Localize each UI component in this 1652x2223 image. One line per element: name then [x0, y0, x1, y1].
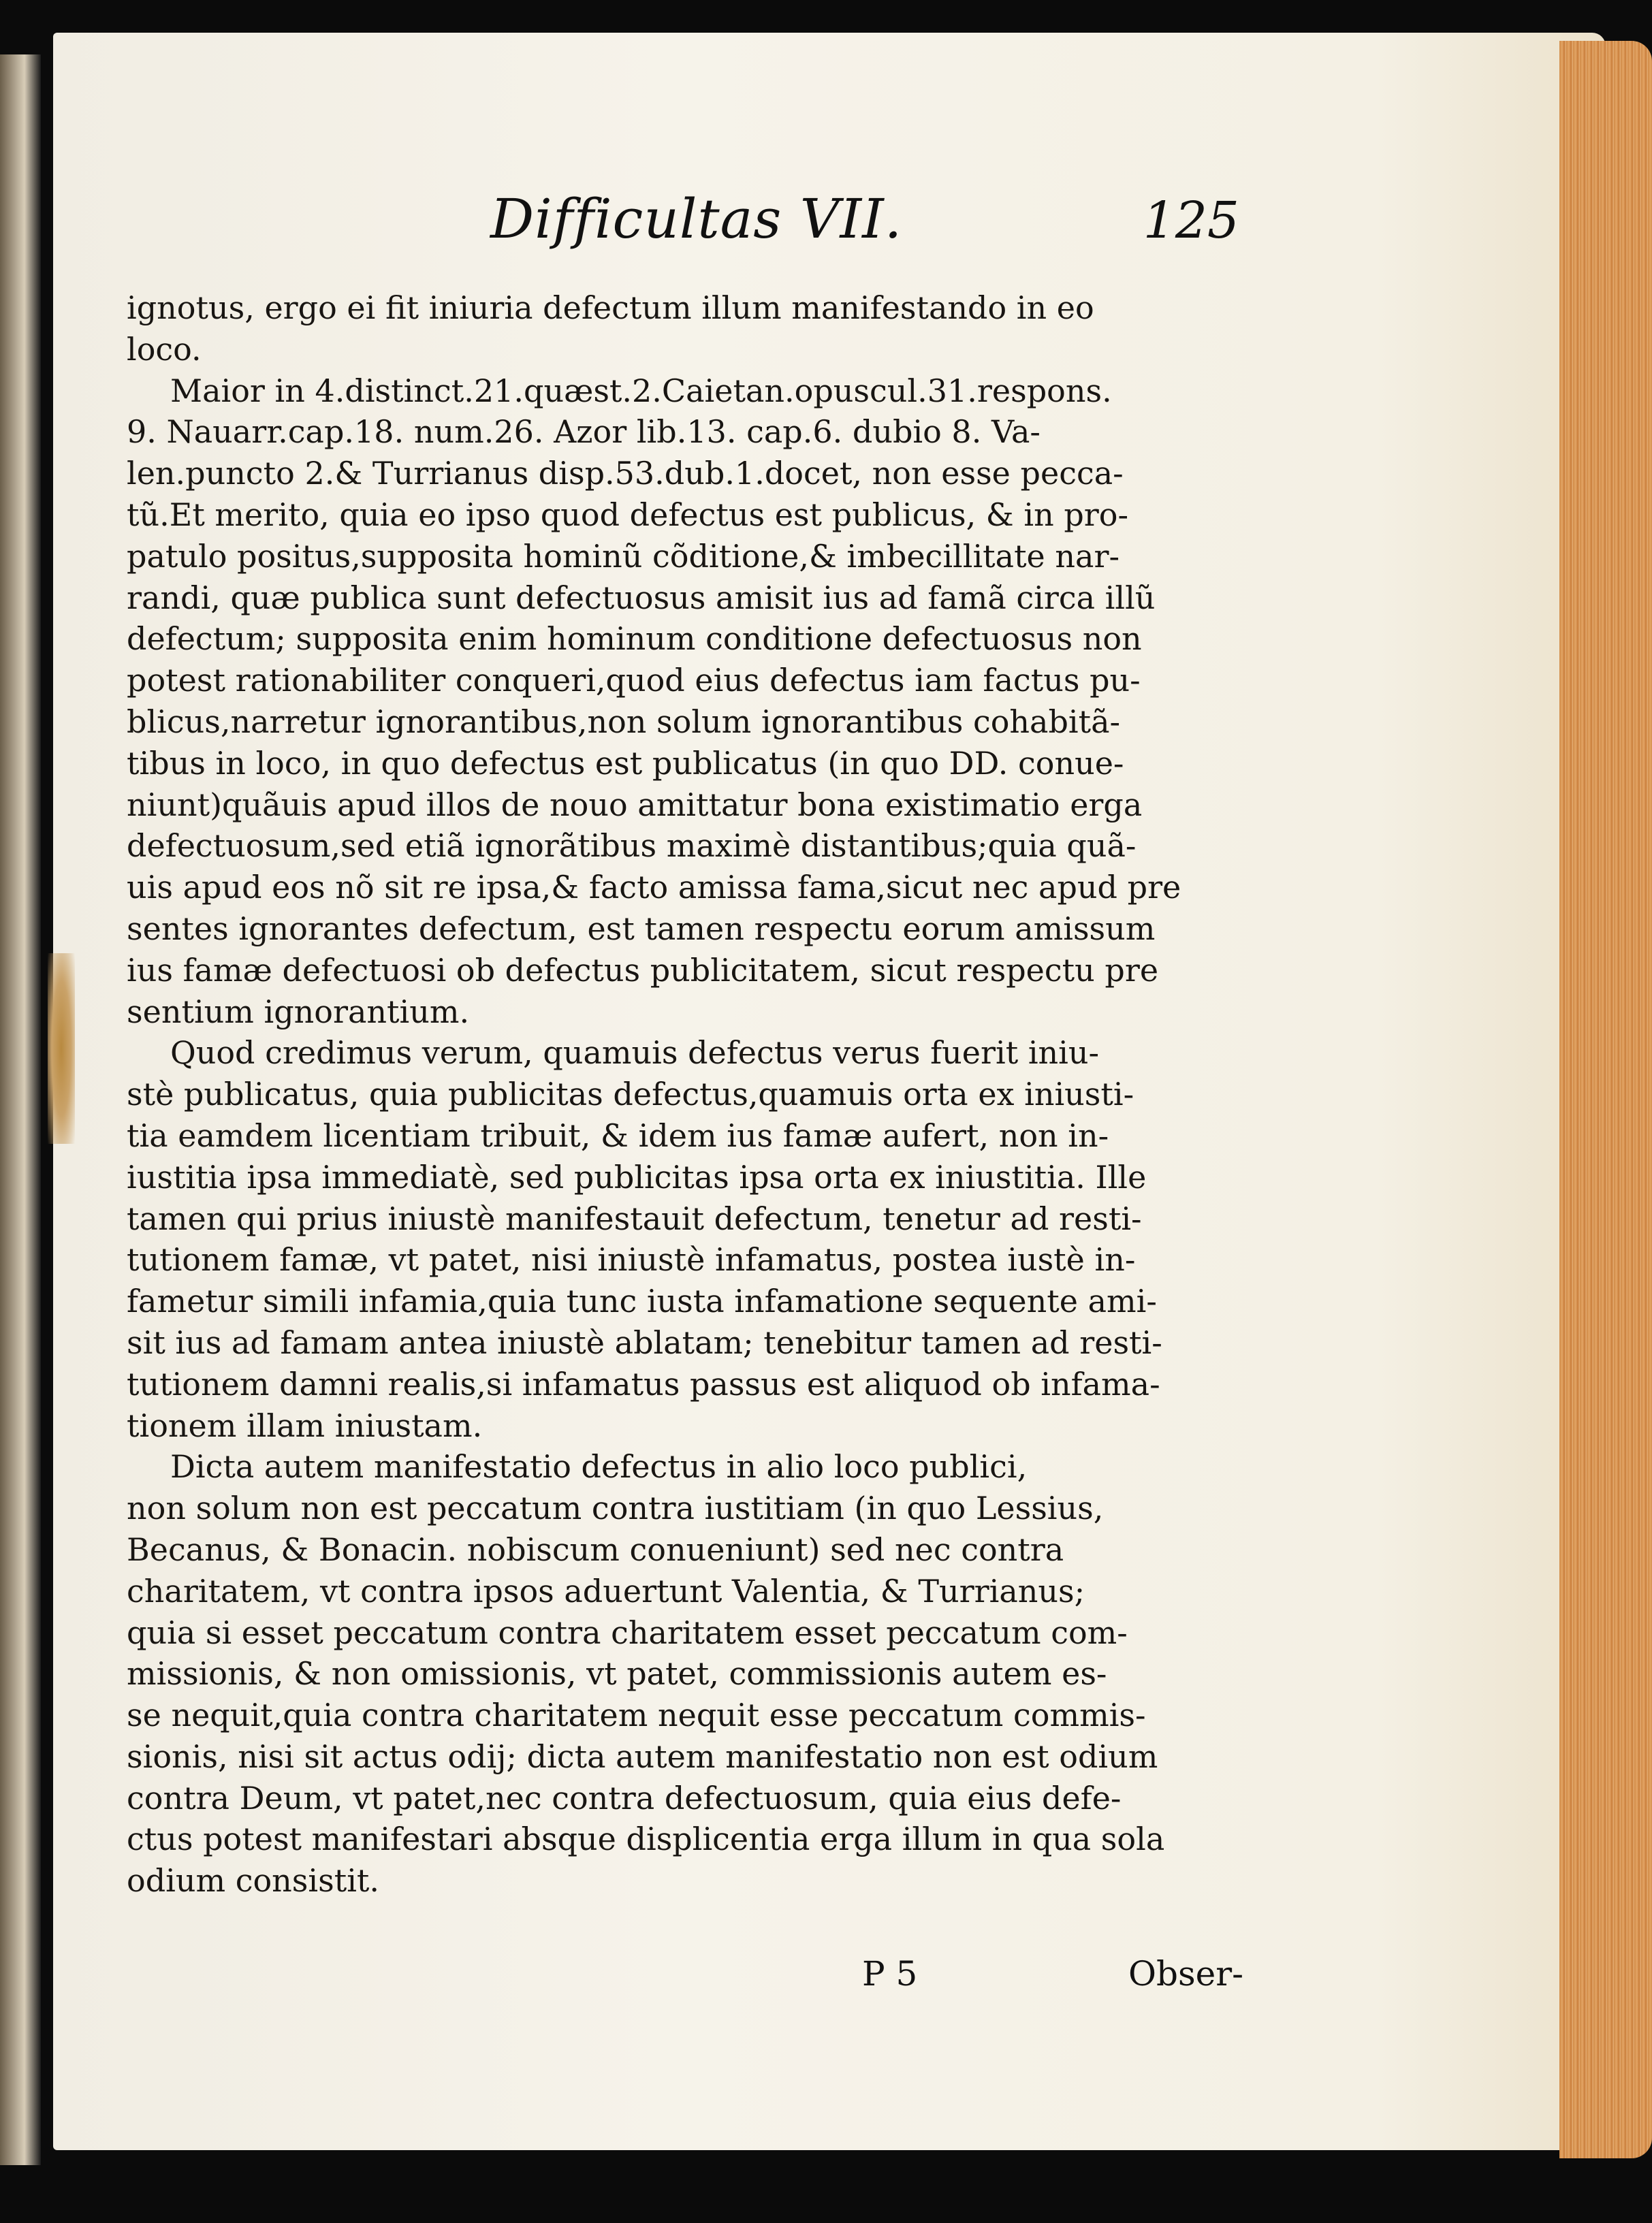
text-line: ctus potest manifestari absque displicentia erga illum in qua sola — [127, 1821, 1165, 1858]
page-number: 125 — [1143, 191, 1239, 250]
facing-page-edge — [0, 54, 41, 2165]
text-line: iustitia ipsa immediatè, sed publicitas ipsa orta ex iniustitia. Ille — [127, 1158, 1147, 1196]
signature-mark: P 5 — [862, 1954, 918, 1994]
text-line: tũ.Et merito, quia eo ipso quod defectus est publicus, & in pro- — [127, 496, 1129, 533]
page-fore-edge — [1559, 41, 1652, 2158]
text-line: quia si esset peccatum contra charitatem esset peccatum com- — [127, 1614, 1128, 1651]
text-line: tamen qui prius iniustè manifestauit defectum, tenetur ad resti- — [127, 1200, 1142, 1237]
text-line: non solum non est peccatum contra iustitiam (in quo Lessius, — [127, 1490, 1104, 1527]
text-line: charitatem, vt contra ipsos aduertunt Valentia, & Turrianus; — [127, 1572, 1085, 1610]
running-head: Difficultas VII. — [490, 187, 903, 251]
text-line: tia eamdem licentiam tribuit, & idem ius famæ aufert, non in- — [127, 1117, 1109, 1154]
text-line: defectuosum,sed etiã ignorãtibus maximè distantibus;quia quã- — [127, 827, 1137, 865]
catchword: Obser- — [1128, 1954, 1243, 1994]
text-line: sit ius ad famam antea iniustè ablatam; tenebitur tamen ad resti- — [127, 1324, 1162, 1361]
page-header — [129, 187, 1239, 269]
text-line: uis apud eos nõ sit re ipsa,& facto amissa fama,sicut nec apud pre — [127, 869, 1181, 906]
text-line: loco. — [127, 330, 202, 368]
text-line: Becanus, & Bonacin. nobiscum conueniunt) sed nec contra — [127, 1531, 1064, 1568]
text-line: stè publicatus, quia publicitas defectus,quamuis orta ex iniusti- — [127, 1076, 1134, 1113]
text-line: potest rationabiliter conqueri,quod eius defectus iam factus pu- — [127, 662, 1141, 699]
text-line: randi, quæ publica sunt defectuosus amisit ius ad famã circa illũ — [127, 579, 1156, 616]
text-line: tionem illam iniustam. — [127, 1407, 483, 1444]
text-line: defectum; supposita enim hominum conditione defectuosus non — [127, 620, 1142, 658]
text-line: blicus,narretur ignorantibus,non solum ignorantibus cohabitã- — [127, 703, 1121, 740]
text-line: odium consistit. — [127, 1862, 380, 1900]
text-line: patulo positus,supposita hominũ cõditione,& imbecillitate nar- — [127, 537, 1119, 575]
text-line: missionis, & non omissionis, vt patet, commissionis autem es- — [127, 1655, 1107, 1693]
gutter-stain — [48, 953, 75, 1144]
text-line: Maior in 4.distinct.21.quæst.2.Caietan.opuscul.31.respons. — [170, 372, 1112, 409]
text-line: sentes ignorantes defectum, est tamen respectu eorum amissum — [127, 910, 1156, 947]
text-line: sionis, nisi sit actus odij; dicta autem manifestatio non est odium — [127, 1738, 1158, 1775]
body-text — [127, 287, 1243, 1902]
text-line: Quod credimus verum, quamuis defectus verus fuerit iniu- — [170, 1034, 1100, 1072]
text-line: se nequit,quia contra charitatem nequit esse peccatum commis- — [127, 1697, 1146, 1734]
text-line: niunt)quãuis apud illos de nouo amittatur bona existimatio erga — [127, 786, 1143, 823]
text-line: tibus in loco, in quo defectus est publicatus (in quo DD. conue- — [127, 744, 1124, 782]
text-line: tutionem famæ, vt patet, nisi iniustè infamatus, postea iustè in- — [127, 1241, 1136, 1279]
text-line: tutionem damni realis,si infamatus passus est aliquod ob infama- — [127, 1365, 1160, 1403]
text-line: sentium ignorantium. — [127, 993, 470, 1030]
text-line: ius famæ defectuosi ob defectus publicitatem, sicut respectu pre — [127, 951, 1159, 989]
text-line: Dicta autem manifestatio defectus in alio loco publici, — [170, 1448, 1028, 1486]
text-line: 9. Nauarr.cap.18. num.26. Azor lib.13. cap.6. dubio 8. Va- — [127, 413, 1041, 451]
page-footer — [127, 1954, 1243, 2009]
text-line: ignotus, ergo ei fit iniuria defectum illum manifestando in eo — [127, 289, 1094, 326]
text-line: len.puncto 2.& Turrianus disp.53.dub.1.docet, non esse pecca- — [127, 455, 1124, 492]
text-line: fametur simili infamia,quia tunc iusta infamatione sequente ami- — [127, 1283, 1157, 1320]
text-line: contra Deum, vt patet,nec contra defectuosum, quia eius defe- — [127, 1779, 1122, 1817]
